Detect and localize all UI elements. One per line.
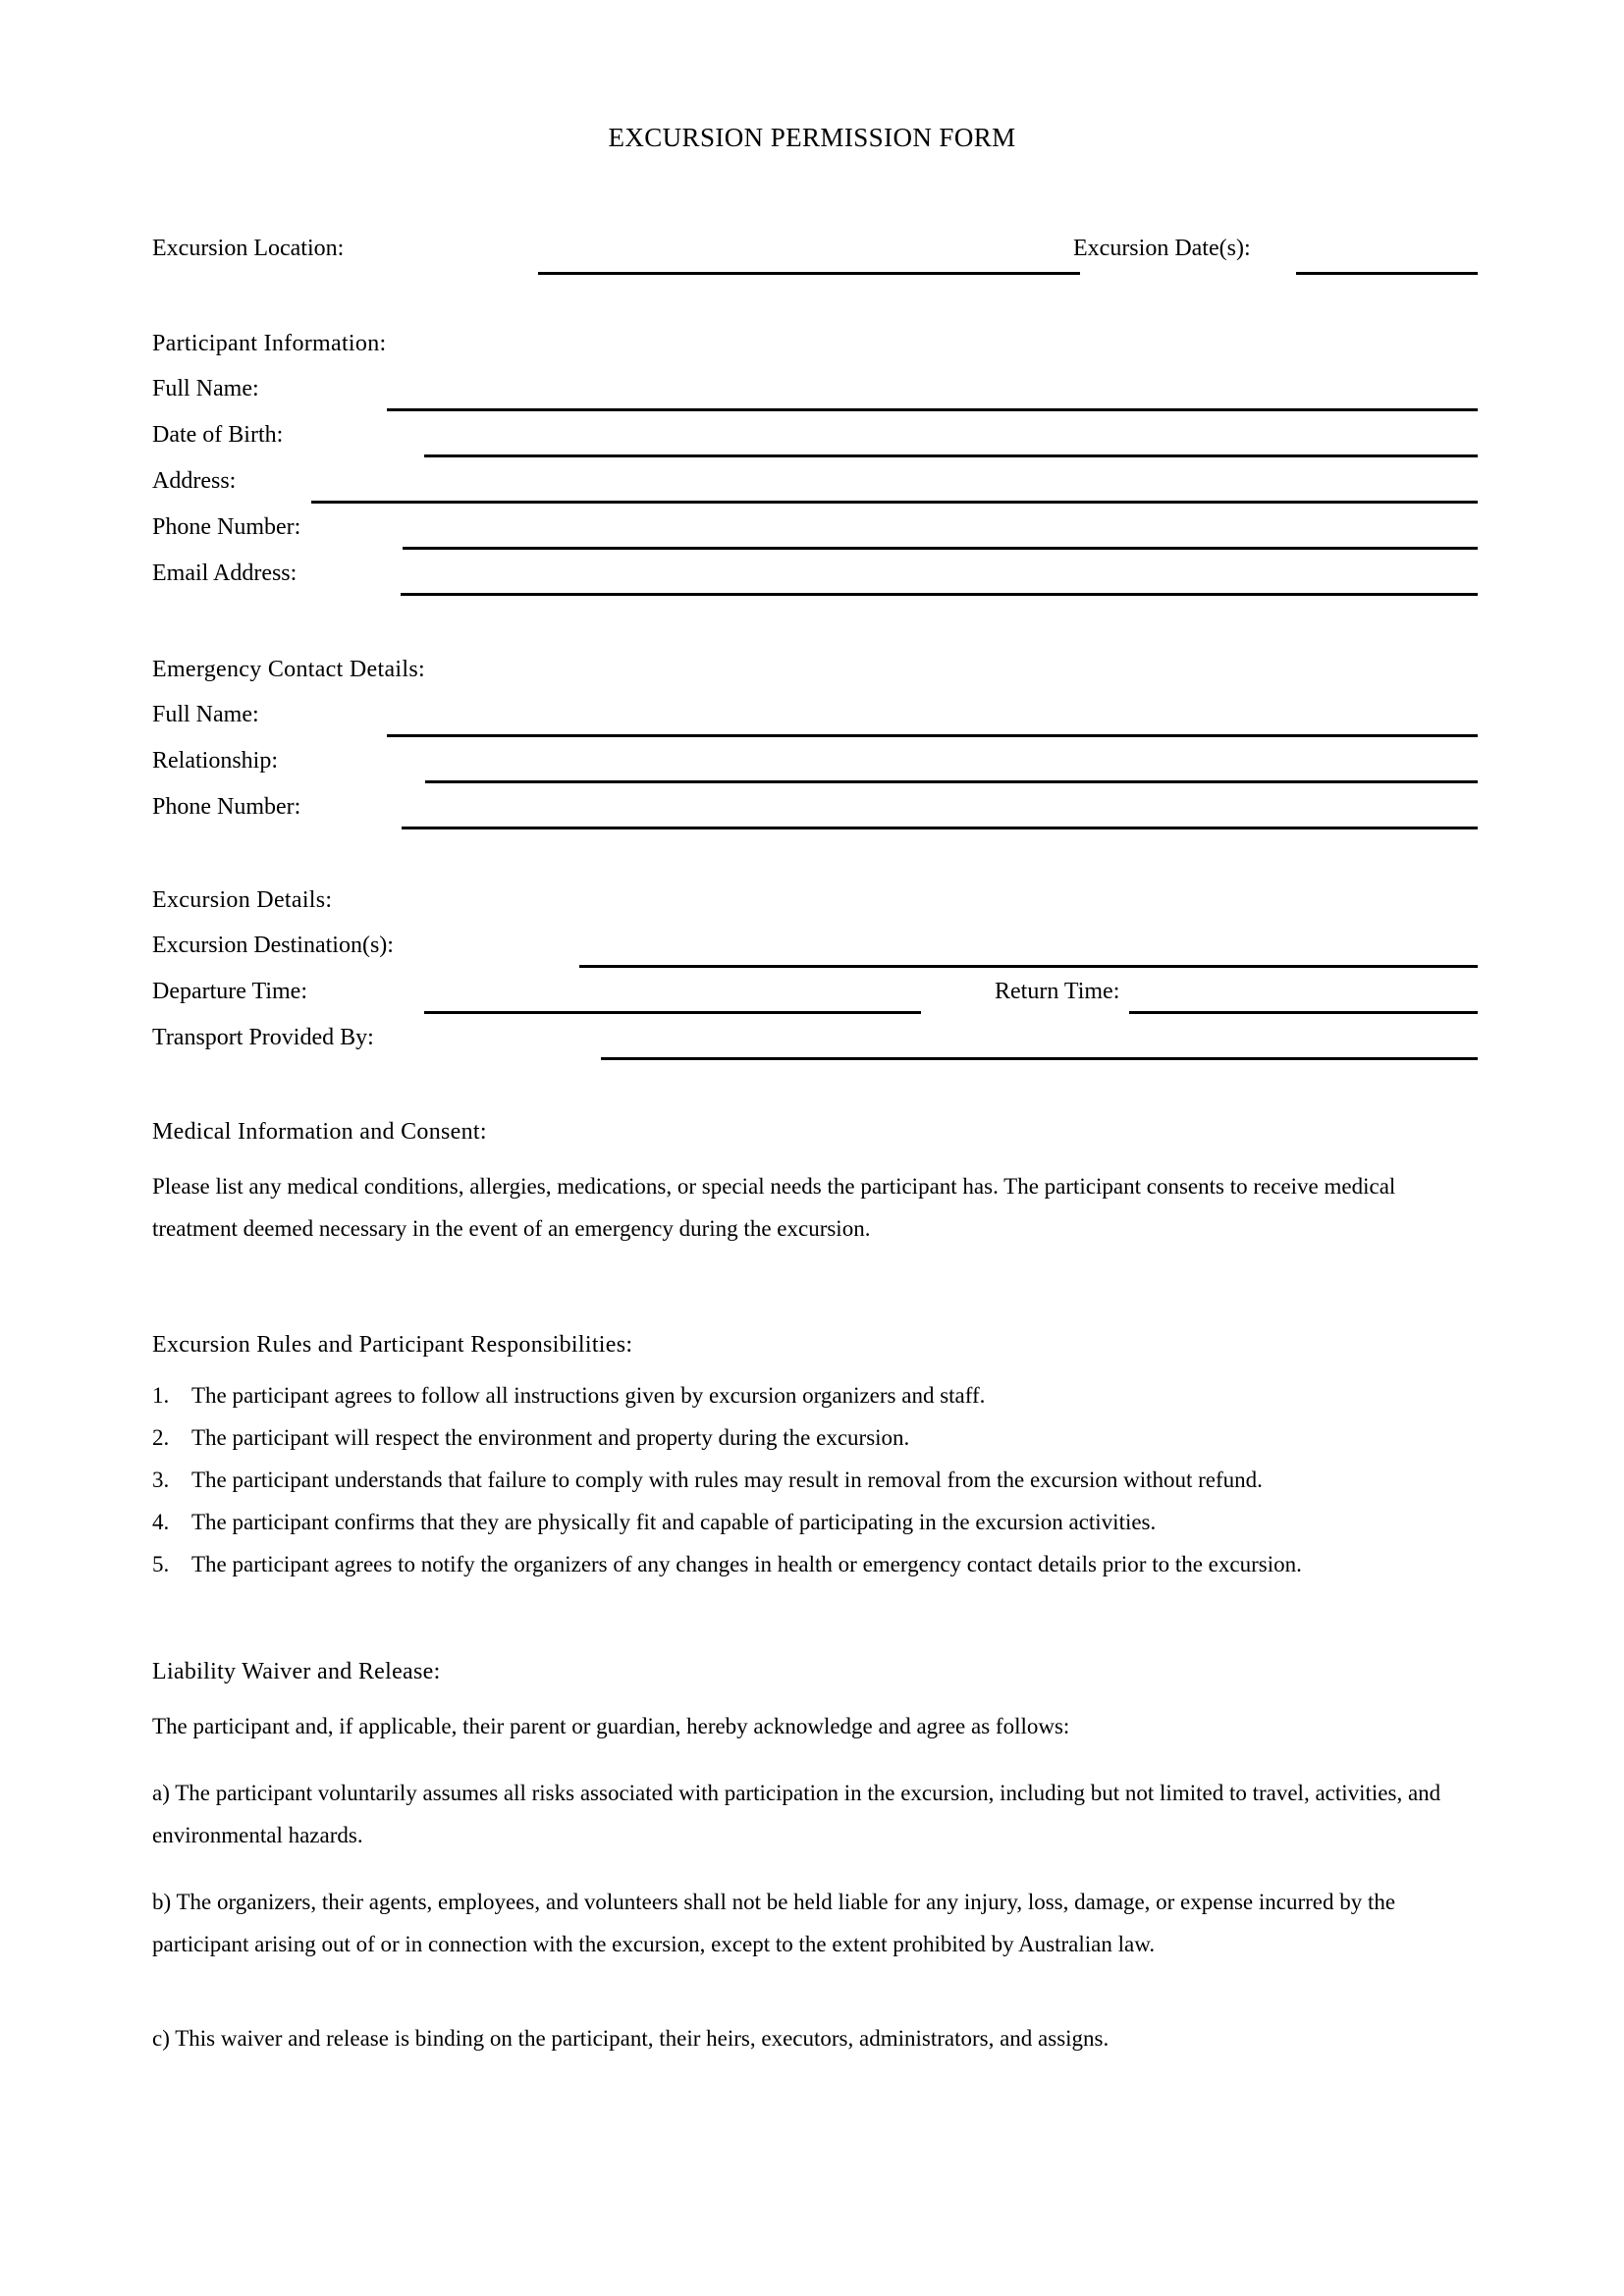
- input-line-transport-provided-by[interactable]: [601, 1057, 1478, 1060]
- section-heading-emergency-contact: Emergency Contact Details:: [152, 657, 425, 682]
- section-heading-liability-waiver: Liability Waiver and Release:: [152, 1659, 441, 1684]
- list-item: [152, 1543, 1576, 1585]
- field-label-departure-time: Departure Time:: [152, 979, 307, 1004]
- input-line-emergency-full-name[interactable]: [387, 734, 1478, 737]
- field-label-excursion-location: Excursion Location:: [152, 236, 345, 261]
- liability-clause-b: b) The organizers, their agents, employees, and volunteers shall not be held liable for any injury, loss, damage, or expense incurred by the participant arising out of or in connection with the excursion, except to the extent prohibited by Australian law.: [152, 1890, 1396, 1956]
- field-label-excursion-dates: Excursion Date(s):: [1073, 236, 1251, 261]
- field-label-emergency-full-name: Full Name:: [152, 702, 259, 727]
- field-label-emergency-phone-number: Phone Number:: [152, 794, 301, 820]
- list-item-text: The participant agrees to notify the organizers of any changes in health or emergency contact details prior to the excursion.: [191, 1552, 1302, 1576]
- field-label-return-time: Return Time:: [995, 979, 1120, 1004]
- liability-intro-paragraph: The participant and, if applicable, their parent or guardian, hereby acknowledge and agree as follows:: [152, 1714, 1070, 1738]
- liability-clause-a: a) The participant voluntarily assumes all risks associated with participation in the excursion, including but not limited to travel, activities, and environmental hazards.: [152, 1781, 1441, 1847]
- list-item-text: The participant understands that failure to comply with rules may result in removal from the excursion without refund.: [191, 1468, 1263, 1492]
- list-item-number: 5.: [152, 1552, 170, 1576]
- section-heading-medical-information: Medical Information and Consent:: [152, 1119, 487, 1145]
- field-label-participant-email-address: Email Address:: [152, 561, 298, 586]
- field-label-emergency-relationship: Relationship:: [152, 748, 278, 774]
- input-line-excursion-location[interactable]: [538, 272, 1080, 275]
- input-line-return-time[interactable]: [1129, 1011, 1478, 1014]
- list-item-text: The participant agrees to follow all instructions given by excursion organizers and staff.: [191, 1383, 986, 1408]
- input-line-participant-full-name[interactable]: [387, 408, 1478, 411]
- liability-clause-c: c) This waiver and release is binding on the participant, their heirs, executors, administrators, and assigns.: [152, 2026, 1110, 2051]
- input-line-emergency-phone-number[interactable]: [402, 827, 1478, 829]
- input-line-departure-time[interactable]: [424, 1011, 921, 1014]
- field-label-participant-full-name: Full Name:: [152, 376, 259, 401]
- list-item-number: 1.: [152, 1383, 170, 1408]
- list-item-number: 4.: [152, 1510, 170, 1534]
- section-heading-excursion-details: Excursion Details:: [152, 887, 333, 913]
- section-heading-participant-information: Participant Information:: [152, 331, 387, 356]
- input-line-participant-email-address[interactable]: [401, 593, 1478, 596]
- medical-consent-paragraph: Please list any medical conditions, allergies, medications, or special needs the participant has. The participant consents to receive medical treatment deemed necessary in the event of an emergency during the excursion.: [152, 1174, 1396, 1241]
- input-line-participant-phone-number[interactable]: [403, 547, 1478, 550]
- field-label-excursion-destination: Excursion Destination(s):: [152, 933, 394, 958]
- list-item: [152, 1459, 1576, 1501]
- field-label-participant-phone-number: Phone Number:: [152, 514, 301, 540]
- section-heading-excursion-rules: Excursion Rules and Participant Responsibilities:: [152, 1332, 633, 1358]
- input-line-participant-date-of-birth[interactable]: [424, 454, 1478, 457]
- list-item: [152, 1374, 1576, 1416]
- field-label-transport-provided-by: Transport Provided By:: [152, 1025, 374, 1050]
- input-line-emergency-relationship[interactable]: [425, 780, 1478, 783]
- page-title: EXCURSION PERMISSION FORM: [608, 123, 1016, 152]
- list-item-text: The participant confirms that they are physically fit and capable of participating in the excursion activities.: [191, 1510, 1157, 1534]
- excursion-rules-list: [152, 1374, 1576, 1585]
- input-line-excursion-dates[interactable]: [1296, 272, 1478, 275]
- list-item: [152, 1501, 1576, 1543]
- list-item-number: 2.: [152, 1425, 170, 1450]
- list-item: [152, 1416, 1576, 1459]
- field-label-participant-address: Address:: [152, 468, 237, 494]
- list-item-text: The participant will respect the environment and property during the excursion.: [191, 1425, 910, 1450]
- list-item-number: 3.: [152, 1468, 170, 1492]
- input-line-excursion-destination[interactable]: [579, 965, 1478, 968]
- field-label-participant-date-of-birth: Date of Birth:: [152, 422, 284, 448]
- input-line-participant-address[interactable]: [311, 501, 1478, 504]
